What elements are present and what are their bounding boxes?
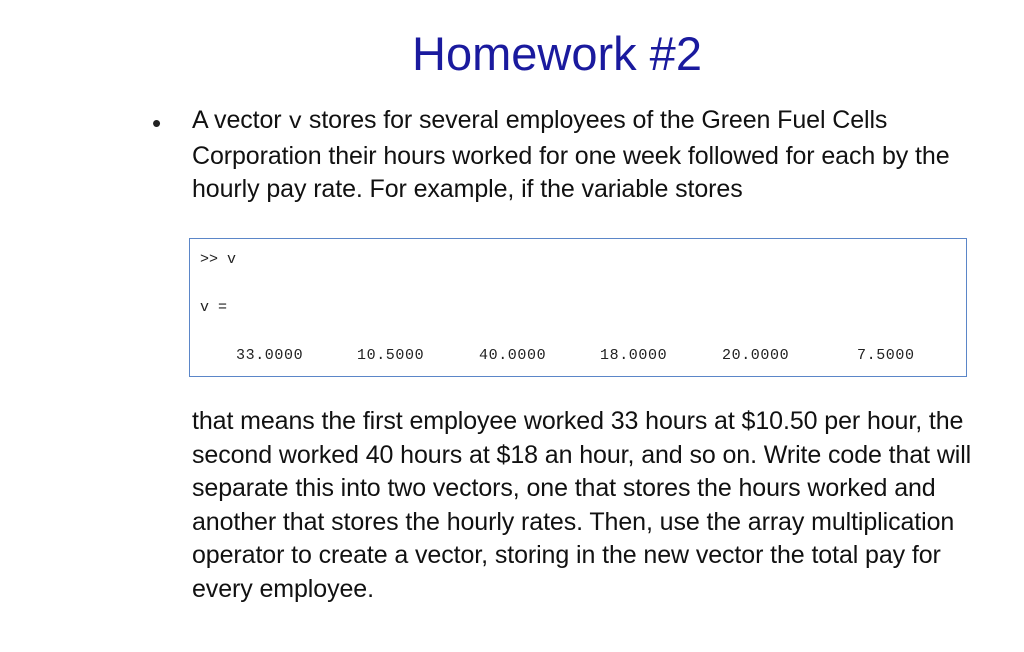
intro-text-start: A vector (192, 106, 289, 134)
vector-value: 7.5000 (857, 347, 915, 364)
slide-title: Homework #2 (412, 27, 702, 80)
bullet-marker: • (152, 108, 162, 138)
vector-values-row (190, 347, 968, 367)
intro-paragraph (192, 104, 992, 207)
code-output-box (189, 238, 967, 377)
vector-value: 10.5000 (357, 347, 425, 364)
code-prompt-line: >> v (200, 251, 237, 268)
inline-variable-v: v (288, 109, 303, 135)
vector-value: 18.0000 (600, 347, 668, 364)
vector-value: 33.0000 (236, 347, 304, 364)
explanation-paragraph: that means the first employee worked 33 hours at $10.50 per hour, the second worked 40 hours at $18 an hour, and so on. Write code that will separate this into two vectors, one that stores the hours worked and another that stores the hourly rates. Then, use the array multiplication operator to create a vector, storing in the new vector the total pay for every employee. (192, 407, 972, 603)
intro-text-rest: stores for several employees of the Green Fuel Cells Corporation their hours worked for one week followed for each by the hourly pay rate. For example, if the variable stores (192, 106, 950, 203)
vector-value: 20.0000 (722, 347, 790, 364)
vector-value: 40.0000 (479, 347, 547, 364)
code-variable-line: v = (200, 299, 228, 316)
